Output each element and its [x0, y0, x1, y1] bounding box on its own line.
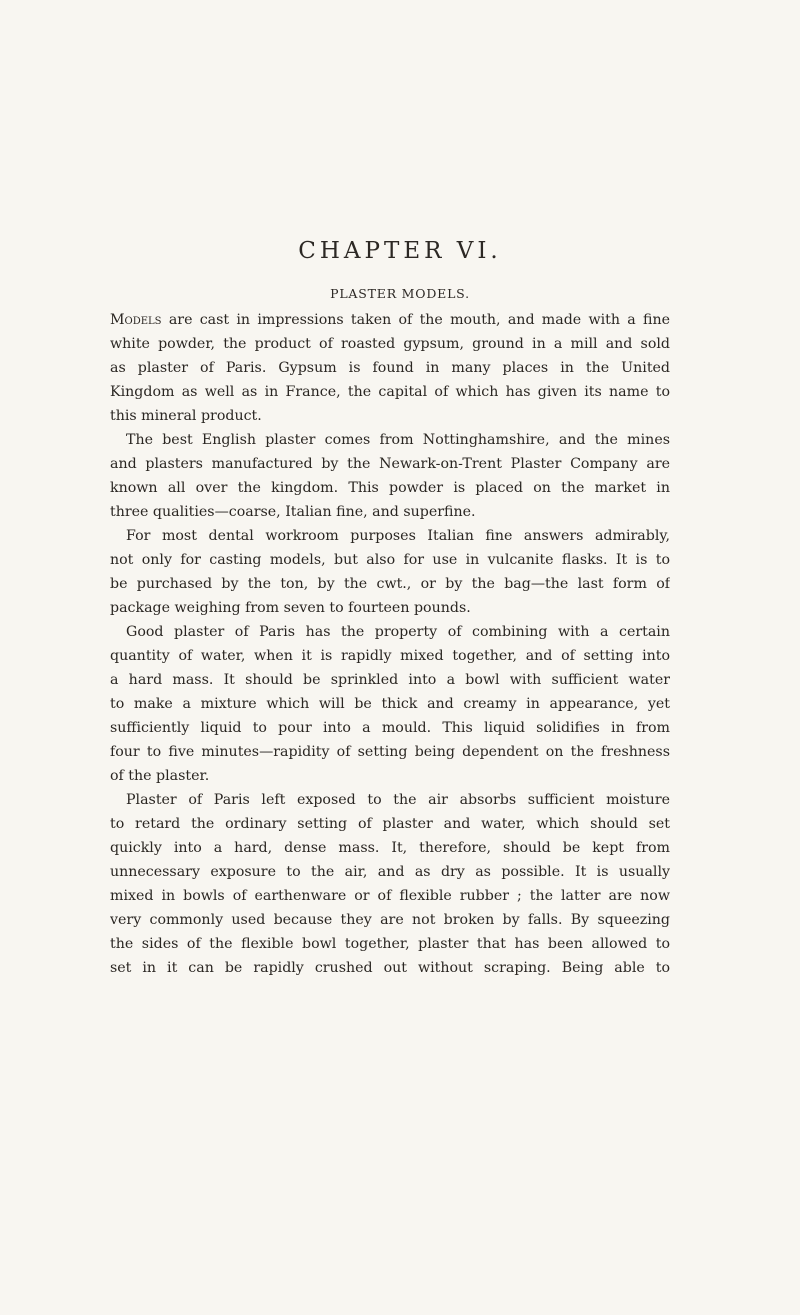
text-line: to retard the ordinary setting of plaster and water, which should set: [110, 816, 670, 832]
text-line: unnecessary exposure to the air, and as dry as possible. It is usually: [110, 864, 670, 880]
text-line: three qualities—coarse, Italian fine, and superfine.: [110, 504, 476, 520]
text-line: a hard mass. It should be sprinkled into a bowl with sufficient water: [110, 672, 670, 688]
text-line: For most dental workroom purposes Italian fine answers admirably,: [126, 528, 670, 544]
text-line: as plaster of Paris. Gypsum is found in many places in the United: [110, 360, 670, 376]
text-line: the sides of the flexible bowl together, plaster that has been allowed to: [110, 936, 670, 952]
text-line: be purchased by the ton, by the cwt., or by the bag—the last form of: [110, 576, 670, 592]
lead-word: Models: [110, 312, 162, 328]
text-line: very commonly used because they are not broken by falls. By squeezing: [110, 912, 670, 928]
text-line: sufficiently liquid to pour into a mould. This liquid solidifies in from: [110, 720, 670, 736]
text-line: of the plaster.: [110, 768, 210, 784]
text-line: not only for casting models, but also for use in vulcanite flasks. It is to: [110, 552, 670, 568]
text-line: this mineral product.: [110, 408, 262, 424]
text-line: four to five minutes—rapidity of setting being dependent on the freshness: [110, 744, 670, 760]
text-line: Models are cast in impressions taken of the mouth, and made with a fine: [110, 312, 670, 328]
text-line: quantity of water, when it is rapidly mixed together, and of setting into: [110, 648, 670, 664]
text-line: The best English plaster comes from Nottinghamshire, and the mines: [126, 432, 670, 448]
text-line: white powder, the product of roasted gypsum, ground in a mill and sold: [110, 336, 670, 352]
chapter-title: PLASTER MODELS.: [330, 286, 470, 301]
text-line: mixed in bowls of earthenware or of flexible rubber ; the latter are now: [110, 888, 670, 904]
text-line: Good plaster of Paris has the property of combining with a certain: [126, 624, 670, 640]
chapter-heading: CHAPTER VI.: [298, 238, 502, 264]
text-line: quickly into a hard, dense mass. It, therefore, should be kept from: [110, 840, 670, 856]
text-line: to make a mixture which will be thick and creamy in appearance, yet: [110, 696, 670, 712]
text-line: Plaster of Paris left exposed to the air absorbs sufficient moisture: [126, 792, 670, 808]
text-line: package weighing from seven to fourteen pounds.: [110, 600, 471, 616]
text-line: and plasters manufactured by the Newark-on-Trent Plaster Company are: [110, 456, 670, 472]
text-line: Kingdom as well as in France, the capital of which has given its name to: [110, 384, 670, 400]
text-line: known all over the kingdom. This powder is placed on the market in: [110, 480, 670, 496]
text-line: set in it can be rapidly crushed out without scraping. Being able to: [110, 960, 670, 976]
